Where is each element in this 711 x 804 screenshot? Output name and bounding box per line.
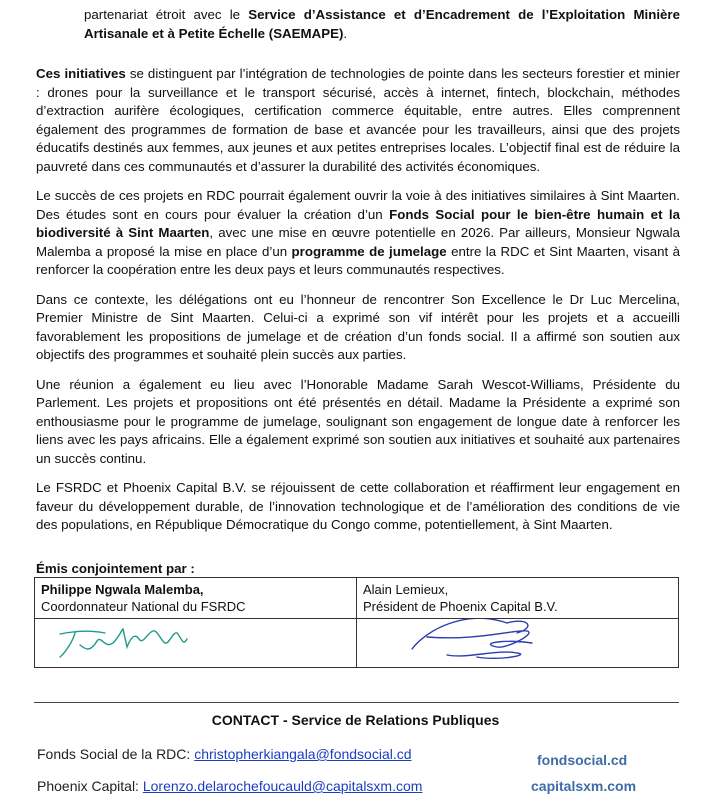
signatory-right	[357, 578, 679, 619]
signatory-name: Alain Lemieux,	[363, 582, 449, 597]
press-release-body	[36, 6, 680, 576]
signatory-title: Coordonnateur National du FSRDC	[41, 599, 246, 614]
sint-maarten-paragraph: Le succès de ces projets en RDC pourrait également ouvrir la voie à des initiatives similaires à Sint Maarten. Des études sont en cours pour évaluer la création d’un Fonds Social pour le bien-être humain et la biodiversité à Sint Maarten, avec une mise en œuvre potentielle en 2026. Par ailleurs, Monsieur Ngwala Malemba a proposé la mise en place d’un programme de jumelage entre la RDC et Sint Maarten, visant à renforcer la coopération entre les deux pays et leurs communautés respectives.	[36, 188, 680, 277]
signature-lemieux-image	[357, 619, 677, 663]
capitalsxm-website[interactable]: capitalsxm.com	[531, 778, 637, 794]
contact-line-phoenix: Phoenix Capital: Lorenzo.delarochefoucauld@capitalsxm.com	[37, 778, 423, 794]
phoenix-email-link[interactable]: Lorenzo.delarochefoucauld@capitalsxm.com	[142, 778, 423, 794]
signature-table	[34, 577, 679, 668]
closing-paragraph: Le FSRDC et Phoenix Capital B.V. se réjouissent de cette collaboration et réaffirment leur engagement en faveur du développement durable, de l’innovation technologique et de l’amélioration des conditions de vie des populations, en République Démocratique du Congo comme, potentiellement, à Sint Maarten.	[36, 480, 680, 532]
fondsocial-website[interactable]: fondsocial.cd	[537, 752, 628, 768]
signatory-left	[35, 578, 357, 619]
parliament-paragraph: Une réunion a également eu lieu avec l’Honorable Madame Sarah Wescot-Williams, Présidente du Parlement. Les projets et propositions ont été présentés en détail. Madame la Présidente a exprimé son enthousiasme pour le programme de jumelage, soulignant son engagement de longue date à renforcer les liens avec les pays africains. Elle a également exprimé son soutien aux initiatives et souhaité aux partenaires un succès continu.	[36, 376, 680, 466]
signatory-name: Philippe Ngwala Malemba,	[41, 582, 204, 597]
saemape-name: Service d’Assistance et d’Encadrement de l’Exploitation Minière Artisanale et à Petite Échelle (SAEMAPE)	[84, 7, 681, 41]
prime-minister-paragraph: Dans ce contexte, les délégations ont eu l’honneur de rencontrer Son Excellence le Dr Luc Mercelina, Premier Ministre de Sint Maarten. Celui-ci a exprimé son vif intérêt pour les projets et a accueilli favorablement les propositions de jumelage et de création d’un fonds social. Il a affirmé son soutien aux objectifs des programmes et souhaité plein succès aux parties.	[36, 291, 680, 362]
contact-divider	[34, 702, 679, 703]
intro-paragraph: partenariat étroit avec le Service d’Assistance et d’Encadrement de l’Exploitation Minière Artisanale et à Petite Échelle (SAEMAPE).	[84, 7, 681, 41]
contact-title: CONTACT - Service de Relations Publiques	[211, 712, 500, 728]
initiatives-paragraph: Ces initiatives se distinguent par l’intégration de technologies de pointe dans les secteurs forestier et minier : drones pour la surveillance et le transport sécurisé, accès à internet, fintech, blockchain, méthodes d’extraction aurifère écologiques, certification commerce équitable, entre autres. Elles comprennent également des programmes de formation de base et avancée pour les travailleurs, ainsi que des projets éducatifs destinés aux femmes, aux jeunes et aux petites entreprises locales. L’objectif final est de réduire la pauvreté dans ces communautés et d’assurer la durabilité des activités économiques.	[36, 66, 680, 174]
issued-jointly-heading: Émis conjointement par :	[36, 560, 195, 576]
contact-line-fondsocial: Fonds Social de la RDC: christopherkiangala@fondsocial.cd	[37, 746, 412, 762]
signature-left-cell	[35, 619, 357, 668]
signature-right-cell	[357, 619, 679, 668]
fondsocial-email-link[interactable]: christopherkiangala@fondsocial.cd	[194, 746, 412, 762]
signatory-title: Président de Phoenix Capital B.V.	[363, 599, 558, 614]
signature-ngwala-image	[35, 619, 355, 663]
